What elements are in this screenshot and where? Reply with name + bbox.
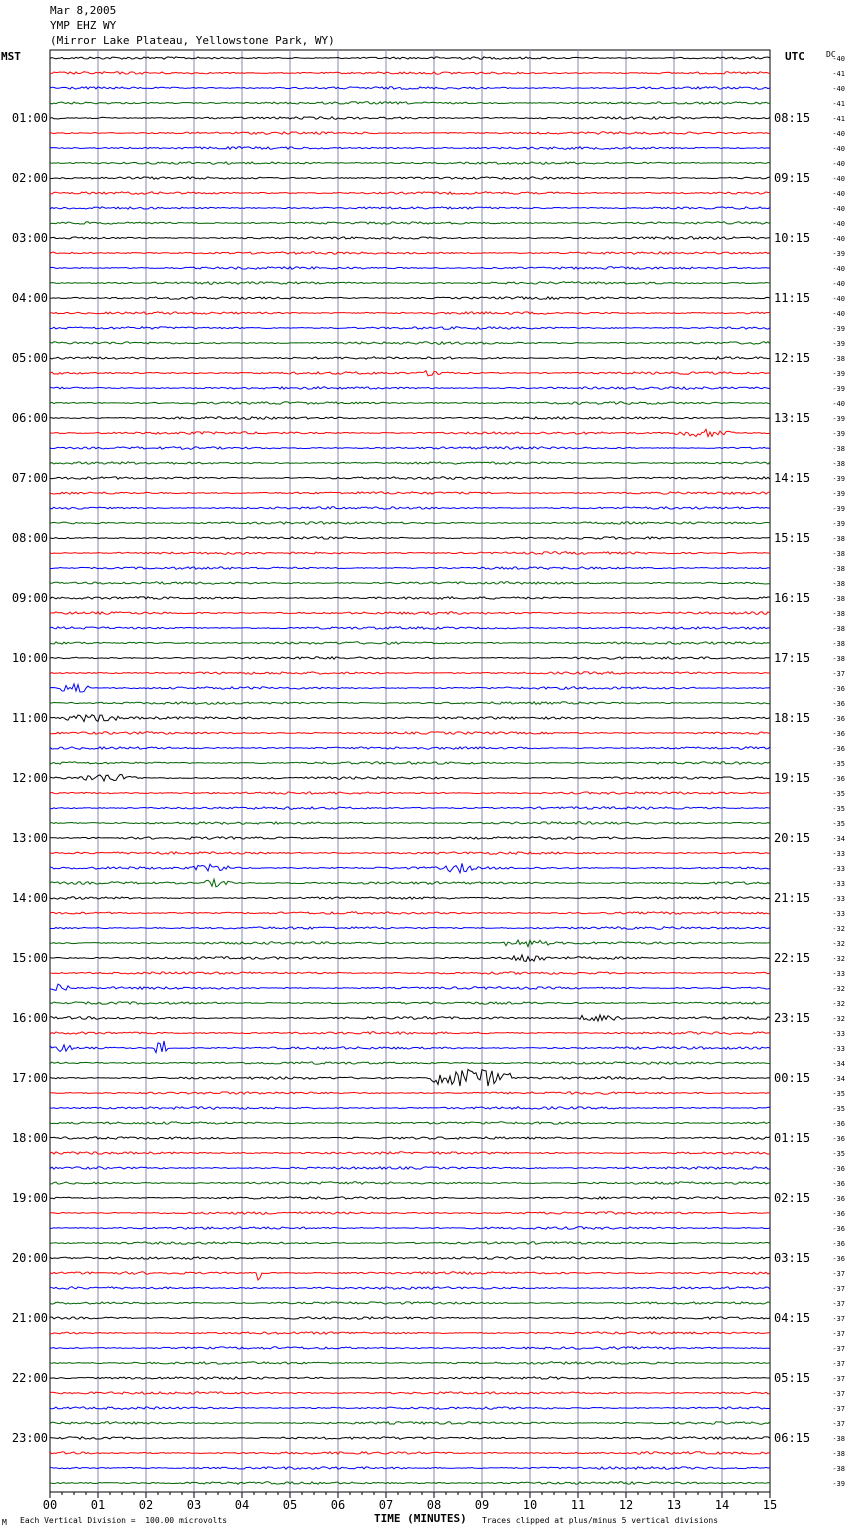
dc-offset-label: -36 (832, 1195, 845, 1203)
dc-offset-label: -33 (832, 910, 845, 918)
seismic-trace (50, 807, 770, 810)
dc-offset-label: -38 (832, 595, 845, 603)
seismic-trace (50, 429, 770, 436)
seismic-trace (50, 522, 770, 525)
dc-offset-label: -40 (832, 130, 845, 138)
left-hour-label: 09:00 (11, 591, 48, 605)
seismic-trace (50, 863, 770, 872)
dc-offset-label: -41 (832, 100, 845, 108)
seismic-trace (50, 897, 770, 900)
dc-offset-label: -37 (832, 1270, 845, 1278)
seismic-trace (50, 597, 770, 600)
seismic-trace (50, 237, 770, 240)
dc-offset-label: -37 (832, 1285, 845, 1293)
seismic-trace (50, 567, 770, 570)
seismic-trace (50, 1302, 770, 1304)
seismic-trace (50, 57, 770, 59)
right-hour-label: 21:15 (774, 891, 811, 905)
x-tick-label: 04 (234, 1498, 250, 1512)
seismic-trace (50, 852, 770, 854)
dc-offset-label: -36 (832, 1135, 845, 1143)
dc-offset-label: -36 (832, 1240, 845, 1248)
seismic-trace (50, 1452, 770, 1455)
dc-offset-label: -38 (832, 1435, 845, 1443)
seismic-trace (50, 837, 770, 840)
seismic-trace (50, 792, 770, 794)
dc-offset-label: -40 (832, 160, 845, 168)
seismic-trace (50, 747, 770, 750)
seismic-trace (50, 252, 770, 255)
seismic-trace (50, 552, 770, 555)
left-hour-label: 18:00 (11, 1131, 48, 1145)
dc-offset-label: -38 (832, 550, 845, 558)
seismic-trace (50, 984, 770, 990)
left-hour-label: 06:00 (11, 411, 48, 425)
x-tick-label: 06 (330, 1498, 346, 1512)
seismic-trace (50, 879, 770, 887)
seismic-trace (50, 72, 770, 75)
seismic-trace (50, 927, 770, 930)
dc-offset-label: -35 (832, 805, 845, 813)
left-timezone-label: MST (1, 50, 21, 63)
dc-offset-label: -36 (832, 715, 845, 723)
dc-offset-label: -32 (832, 940, 845, 948)
dc-offset-label: -33 (832, 970, 845, 978)
x-tick-label: 08 (426, 1498, 442, 1512)
dc-offset-label: -39 (832, 505, 845, 513)
right-hour-label: 16:15 (774, 591, 811, 605)
dc-offset-label: -40 (832, 55, 845, 63)
dc-offset-label: -34 (832, 835, 845, 843)
dc-offset-label: -38 (832, 565, 845, 573)
dc-offset-label: -32 (832, 925, 845, 933)
right-hour-label: 20:15 (774, 831, 811, 845)
x-axis-title: TIME (MINUTES) (374, 1512, 467, 1525)
seismic-trace (50, 327, 770, 330)
dc-offset-label: -39 (832, 325, 845, 333)
seismic-trace (50, 955, 770, 962)
dc-offset-label: -32 (832, 1015, 845, 1023)
dc-offset-label: -34 (832, 1075, 845, 1083)
dc-offset-label: -37 (832, 1360, 845, 1368)
dc-offset-label: -37 (832, 1345, 845, 1353)
dc-offset-label: -33 (832, 865, 845, 873)
seismic-trace (50, 1137, 770, 1140)
dc-offset-label: -40 (832, 235, 845, 243)
dc-offset-label: -33 (832, 895, 845, 903)
plot-frame (50, 50, 770, 1492)
dc-offset-label: -32 (832, 985, 845, 993)
right-hour-label: 04:15 (774, 1311, 811, 1325)
right-hour-label: 03:15 (774, 1251, 811, 1265)
seismic-trace (50, 177, 770, 179)
seismic-trace (50, 1015, 770, 1021)
dc-offset-label: -39 (832, 415, 845, 423)
x-tick-label: 15 (762, 1498, 778, 1512)
x-tick-label: 05 (282, 1498, 298, 1512)
seismic-trace (50, 1092, 770, 1095)
right-hour-label: 10:15 (774, 231, 811, 245)
seismic-trace (50, 627, 770, 630)
seismic-trace (50, 1407, 770, 1410)
dc-offset-label: -39 (832, 250, 845, 258)
dc-offset-label: -38 (832, 610, 845, 618)
seismic-trace (50, 1032, 770, 1035)
right-hour-label: 11:15 (774, 291, 811, 305)
dc-offset-label: -33 (832, 880, 845, 888)
x-tick-label: 13 (666, 1498, 682, 1512)
seismic-trace (50, 972, 770, 974)
seismic-trace (50, 387, 770, 390)
seismic-trace (50, 732, 770, 735)
seismic-trace (50, 102, 770, 105)
x-tick-label: 01 (90, 1498, 106, 1512)
seismic-trace (50, 132, 770, 135)
axis-labels (12, 55, 845, 1512)
seismic-trace (50, 1422, 770, 1425)
seismic-trace (50, 940, 770, 947)
left-hour-label: 02:00 (11, 171, 48, 185)
dc-offset-label: -36 (832, 685, 845, 693)
left-hour-label: 01:00 (11, 111, 48, 125)
seismic-trace (50, 147, 770, 150)
seismic-trace (50, 1377, 770, 1380)
seismic-trace (50, 1002, 770, 1005)
seismic-trace (50, 1167, 770, 1170)
seismic-trace (50, 1107, 770, 1110)
x-tick-label: 11 (570, 1498, 586, 1512)
x-tick-label: 12 (618, 1498, 634, 1512)
x-tick-label: 02 (138, 1498, 154, 1512)
seismic-trace (50, 1287, 770, 1290)
dc-offset-label: -36 (832, 1255, 845, 1263)
dc-offset-label: -38 (832, 1450, 845, 1458)
scale-note: Each Vertical Division = 100.00 microvolts (20, 1516, 228, 1525)
seismic-trace (50, 1122, 770, 1124)
right-hour-label: 22:15 (774, 951, 811, 965)
seismic-trace (50, 477, 770, 480)
dc-offset-label: -35 (832, 760, 845, 768)
right-hour-label: 00:15 (774, 1071, 811, 1085)
right-hour-label: 05:15 (774, 1371, 811, 1385)
dc-offset-label: -39 (832, 430, 845, 438)
dc-offset-label: -37 (832, 1300, 845, 1308)
seismic-trace (50, 762, 770, 765)
dc-offset-label: -36 (832, 1210, 845, 1218)
dc-offset-label: -40 (832, 85, 845, 93)
footer-mark: M (2, 1518, 7, 1527)
seismic-trace (50, 1392, 770, 1394)
dc-offset-label: -35 (832, 1090, 845, 1098)
trace-group (50, 57, 770, 1484)
right-hour-label: 14:15 (774, 471, 811, 485)
seismic-trace (50, 1242, 770, 1245)
dc-offset-label: -37 (832, 670, 845, 678)
left-hour-label: 07:00 (11, 471, 48, 485)
seismic-trace (50, 87, 770, 90)
dc-offset-label: -39 (832, 520, 845, 528)
right-hour-label: 19:15 (774, 771, 811, 785)
dc-offset-label: -40 (832, 400, 845, 408)
right-hour-label: 01:15 (774, 1131, 811, 1145)
dc-offset-label: -36 (832, 745, 845, 753)
dc-offset-label: -38 (832, 1465, 845, 1473)
dc-offset-header: DC (826, 50, 836, 59)
dc-offset-label: -33 (832, 1030, 845, 1038)
dc-offset-label: -38 (832, 655, 845, 663)
left-hour-label: 19:00 (11, 1191, 48, 1205)
seismic-trace (50, 612, 770, 615)
dc-offset-label: -38 (832, 355, 845, 363)
dc-offset-label: -37 (832, 1420, 845, 1428)
seismic-trace (50, 222, 770, 225)
dc-offset-label: -40 (832, 190, 845, 198)
seismic-trace (50, 642, 770, 645)
seismic-trace (50, 192, 770, 195)
dc-offset-label: -37 (832, 1315, 845, 1323)
seismic-trace (50, 1069, 770, 1086)
chart-header-location: (Mirror Lake Plateau, Yellowstone Park, WY) (50, 34, 335, 47)
dc-offset-label: -40 (832, 145, 845, 153)
dc-offset-label: -39 (832, 370, 845, 378)
chart-header-station: YMP EHZ WY (50, 19, 117, 32)
seismic-trace (50, 537, 770, 539)
dc-offset-label: -41 (832, 115, 845, 123)
x-tick-label: 09 (474, 1498, 490, 1512)
seismic-trace (50, 402, 770, 405)
seismic-trace (50, 715, 770, 722)
seismic-trace (50, 447, 770, 449)
dc-offset-label: -38 (832, 535, 845, 543)
right-hour-label: 02:15 (774, 1191, 811, 1205)
right-hour-label: 15:15 (774, 531, 811, 545)
dc-offset-label: -33 (832, 1045, 845, 1053)
seismic-trace (50, 312, 770, 315)
dc-offset-label: -36 (832, 775, 845, 783)
dc-offset-label: -32 (832, 955, 845, 963)
seismic-trace (50, 267, 770, 270)
left-hour-label: 21:00 (11, 1311, 48, 1325)
x-tick-label: 14 (714, 1498, 730, 1512)
seismic-trace (50, 1182, 770, 1185)
x-tick-label: 00 (42, 1498, 58, 1512)
chart-header-date: Mar 8,2005 (50, 4, 117, 17)
left-hour-label: 13:00 (11, 831, 48, 845)
dc-offset-label: -34 (832, 1060, 845, 1068)
seismic-trace (50, 282, 770, 285)
right-hour-label: 06:15 (774, 1431, 811, 1445)
seismic-trace (50, 492, 770, 494)
seismic-trace (50, 657, 770, 659)
clip-note: Traces clipped at plus/minus 5 vertical divisions (482, 1516, 719, 1525)
dc-offset-label: -38 (832, 460, 845, 468)
seismic-trace (50, 1212, 770, 1215)
seismic-trace (50, 371, 770, 376)
left-hour-label: 23:00 (11, 1431, 48, 1445)
seismic-trace (50, 1257, 770, 1260)
seismic-trace (50, 1362, 770, 1365)
dc-offset-label: -36 (832, 1225, 845, 1233)
left-hour-label: 10:00 (11, 651, 48, 665)
seismic-trace (50, 507, 770, 509)
dc-offset-label: -39 (832, 1480, 845, 1488)
right-hour-label: 08:15 (774, 111, 811, 125)
seismic-trace (50, 1041, 770, 1053)
dc-offset-label: -36 (832, 1165, 845, 1173)
seismic-trace (50, 462, 770, 465)
right-hour-label: 13:15 (774, 411, 811, 425)
seismic-trace (50, 822, 770, 824)
left-hour-label: 08:00 (11, 531, 48, 545)
dc-offset-label: -37 (832, 1390, 845, 1398)
seismic-trace (50, 1467, 770, 1470)
left-hour-label: 20:00 (11, 1251, 48, 1265)
dc-offset-label: -38 (832, 580, 845, 588)
seismic-trace (50, 1317, 770, 1320)
x-tick-label: 07 (378, 1498, 394, 1512)
seismic-trace (50, 672, 770, 675)
seismic-trace (50, 1197, 770, 1199)
right-hour-label: 12:15 (774, 351, 811, 365)
left-hour-label: 15:00 (11, 951, 48, 965)
dc-offset-label: -36 (832, 700, 845, 708)
seismic-trace (50, 357, 770, 360)
left-hour-label: 12:00 (11, 771, 48, 785)
seismic-trace (50, 1152, 770, 1154)
right-timezone-label: UTC (785, 50, 805, 63)
right-hour-label: 23:15 (774, 1011, 811, 1025)
dc-offset-label: -39 (832, 385, 845, 393)
dc-offset-label: -37 (832, 1330, 845, 1338)
seismic-trace (50, 582, 770, 585)
left-hour-label: 04:00 (11, 291, 48, 305)
x-tick-label: 10 (522, 1498, 538, 1512)
seismic-trace (50, 1272, 770, 1280)
dc-offset-label: -32 (832, 1000, 845, 1008)
dc-offset-label: -39 (832, 490, 845, 498)
seismic-trace (50, 1347, 770, 1350)
dc-offset-label: -41 (832, 70, 845, 78)
dc-offset-label: -38 (832, 640, 845, 648)
dc-offset-label: -38 (832, 445, 845, 453)
right-hour-label: 09:15 (774, 171, 811, 185)
seismic-trace (50, 207, 770, 209)
dc-offset-label: -39 (832, 475, 845, 483)
seismic-trace (50, 1482, 770, 1485)
dc-offset-label: -36 (832, 1180, 845, 1188)
dc-offset-label: -38 (832, 625, 845, 633)
seismic-trace (50, 775, 770, 782)
left-hour-label: 17:00 (11, 1071, 48, 1085)
dc-offset-label: -40 (832, 220, 845, 228)
seismic-trace (50, 1062, 770, 1065)
left-hour-label: 16:00 (11, 1011, 48, 1025)
left-hour-label: 11:00 (11, 711, 48, 725)
dc-offset-label: -35 (832, 820, 845, 828)
seismic-trace (50, 1227, 770, 1230)
dc-offset-label: -40 (832, 295, 845, 303)
dc-offset-label: -36 (832, 1120, 845, 1128)
seismic-trace (50, 1437, 770, 1440)
dc-offset-label: -40 (832, 175, 845, 183)
dc-offset-label: -35 (832, 1105, 845, 1113)
dc-offset-label: -40 (832, 280, 845, 288)
seismic-trace (50, 162, 770, 165)
seismic-trace (50, 912, 770, 915)
dc-offset-label: -35 (832, 1150, 845, 1158)
seismic-trace (50, 297, 770, 300)
dc-offset-label: -40 (832, 310, 845, 318)
dc-offset-label: -35 (832, 790, 845, 798)
left-hour-label: 14:00 (11, 891, 48, 905)
seismic-trace (50, 1332, 770, 1335)
right-hour-label: 18:15 (774, 711, 811, 725)
dc-offset-label: -37 (832, 1405, 845, 1413)
left-hour-label: 05:00 (11, 351, 48, 365)
right-hour-label: 17:15 (774, 651, 811, 665)
dc-offset-label: -40 (832, 205, 845, 213)
dc-offset-label: -39 (832, 340, 845, 348)
dc-offset-label: -37 (832, 1375, 845, 1383)
left-hour-label: 03:00 (11, 231, 48, 245)
seismic-trace (50, 417, 770, 420)
seismic-trace (50, 117, 770, 120)
seismic-trace (50, 684, 770, 692)
left-hour-label: 22:00 (11, 1371, 48, 1385)
dc-offset-label: -40 (832, 265, 845, 273)
seismic-trace (50, 702, 770, 705)
dc-offset-label: -33 (832, 850, 845, 858)
dc-offset-label: -36 (832, 730, 845, 738)
seismic-trace (50, 342, 770, 345)
x-tick-label: 03 (186, 1498, 202, 1512)
